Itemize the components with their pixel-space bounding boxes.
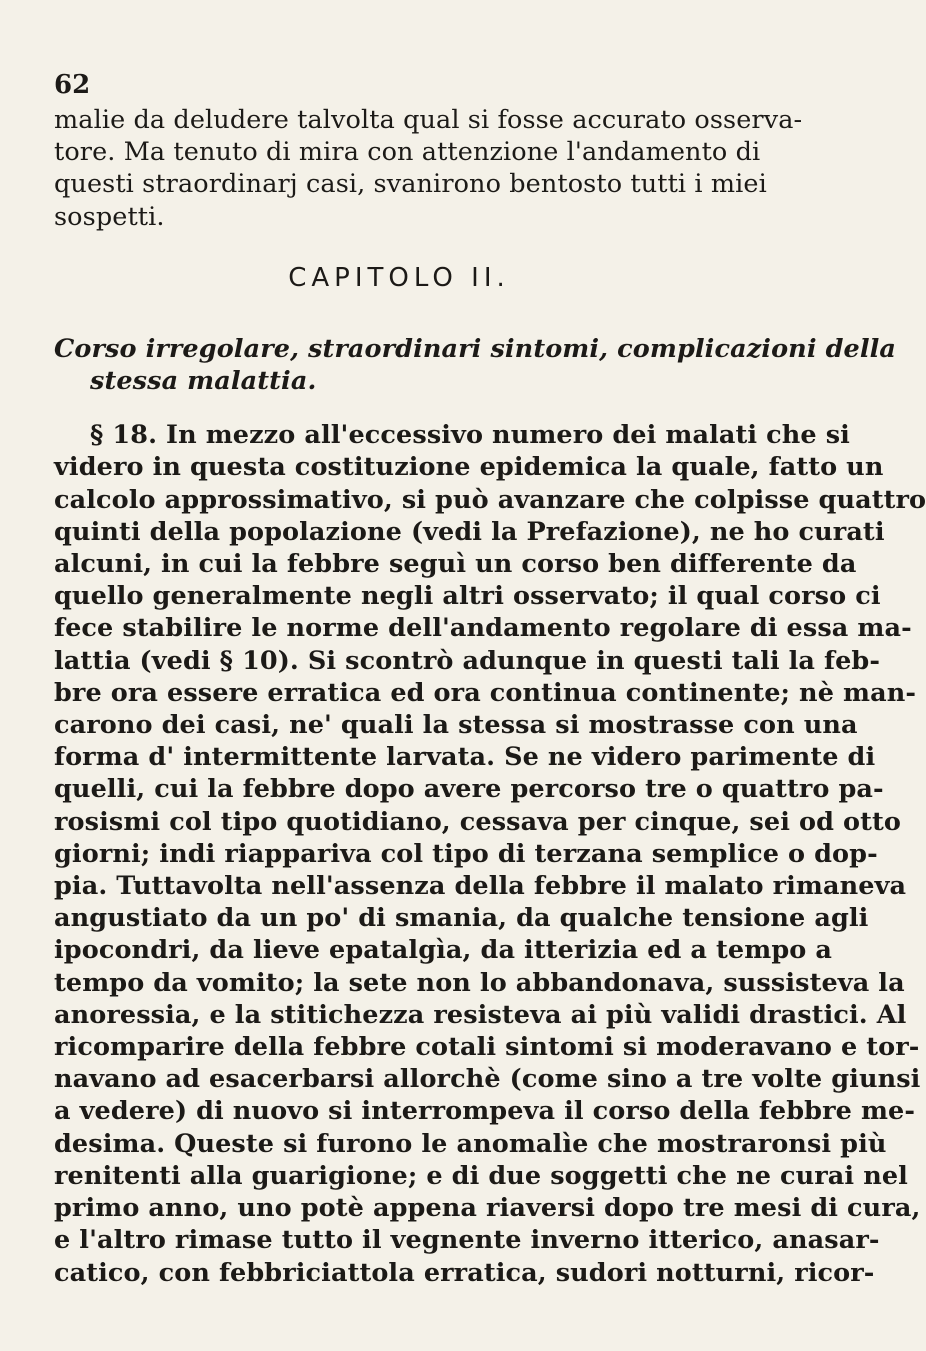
text-line: tore. Ma tenuto di mira con attenzione l'andamento di <box>54 137 761 168</box>
text-line: desima. Queste si furono le anomalìe che mostraronsi più <box>54 1128 887 1159</box>
text-line: questi straordinarj casi, svanirono bentosto tutti i miei <box>54 169 767 200</box>
text-line: e l'altro rimase tutto il vegnente inverno itterico, anasar- <box>54 1225 880 1256</box>
text-line: videro in questa costituzione epidemica la quale, fatto un <box>54 452 884 483</box>
text-line: giorni; indi riappariva col tipo di terzana semplice o dop- <box>54 838 878 869</box>
text-line: forma d' intermittente larvata. Se ne videro parimente di <box>54 742 876 773</box>
text-line: quello generalmente negli altri osservato; il qual corso ci <box>54 581 881 612</box>
text-line: lattia (vedi § 10). Si scontrò adunque in questi tali la feb- <box>54 645 881 676</box>
section-heading <box>54 333 897 397</box>
body-paragraph <box>54 419 926 1288</box>
text-line: a vedere) di nuovo si interrompeva il corso della febbre me- <box>54 1096 916 1127</box>
text-line: rosismi col tipo quotidiano, cessava per cinque, sei od otto <box>54 806 901 837</box>
text-line: calcolo approssimativo, si può avanzare che colpisse quattro <box>54 484 926 515</box>
text-line: ipocondri, da lieve epatalgìa, da itterizia ed a tempo a <box>54 935 832 966</box>
text-line: pia. Tuttavolta nell'assenza della febbre il malato rimaneva <box>54 871 907 902</box>
text-line: quelli, cui la febbre dopo avere percorso tre o quattro pa- <box>54 774 884 805</box>
text-line: fece stabilire le norme dell'andamento regolare di essa ma- <box>54 613 912 644</box>
heading-line: Corso irregolare, straordinari sintomi, complicazioni della <box>54 333 897 364</box>
text-line: angustiato da un po' di smania, da qualche tensione agli <box>54 903 869 934</box>
text-line: quinti della popolazione (vedi la Prefazione), ne ho curati <box>54 516 885 547</box>
chapter-title: CAPITOLO II. <box>288 262 510 293</box>
intro-paragraph <box>54 104 803 233</box>
page-number: 62 <box>54 70 91 100</box>
text-line: § 18. In mezzo all'eccessivo numero dei malati che si <box>90 420 850 451</box>
text-line: primo anno, uno potè appena riaversi dopo tre mesi di cura, <box>54 1193 921 1224</box>
text-line: catico, con febbriciattola erratica, sudori notturni, ricor- <box>54 1257 875 1288</box>
text-line: malie da deludere talvolta qual si fosse accurato osserva- <box>54 105 803 135</box>
text-line: ricomparire della febbre cotali sintomi si moderavano e tor- <box>54 1032 920 1063</box>
text-line: navano ad esacerbarsi allorchè (come sino a tre volte giunsi <box>54 1064 921 1095</box>
text-line: anoressia, e la stitichezza resisteva ai più validi drastici. Al <box>54 999 907 1030</box>
text-line: alcuni, in cui la febbre seguì un corso ben differente da <box>54 549 857 580</box>
text-line: renitenti alla guarigione; e di due soggetti che ne curai nel <box>54 1160 908 1191</box>
text-line: tempo da vomito; la sete non lo abbandonava, sussisteva la <box>54 967 905 998</box>
heading-line: stessa malattia. <box>90 366 317 397</box>
text-line: sospetti. <box>54 201 165 232</box>
text-line: carono dei casi, ne' quali la stessa si mostrasse con una <box>54 710 858 741</box>
text-line: bre ora essere erratica ed ora continua continente; nè man- <box>54 677 917 708</box>
